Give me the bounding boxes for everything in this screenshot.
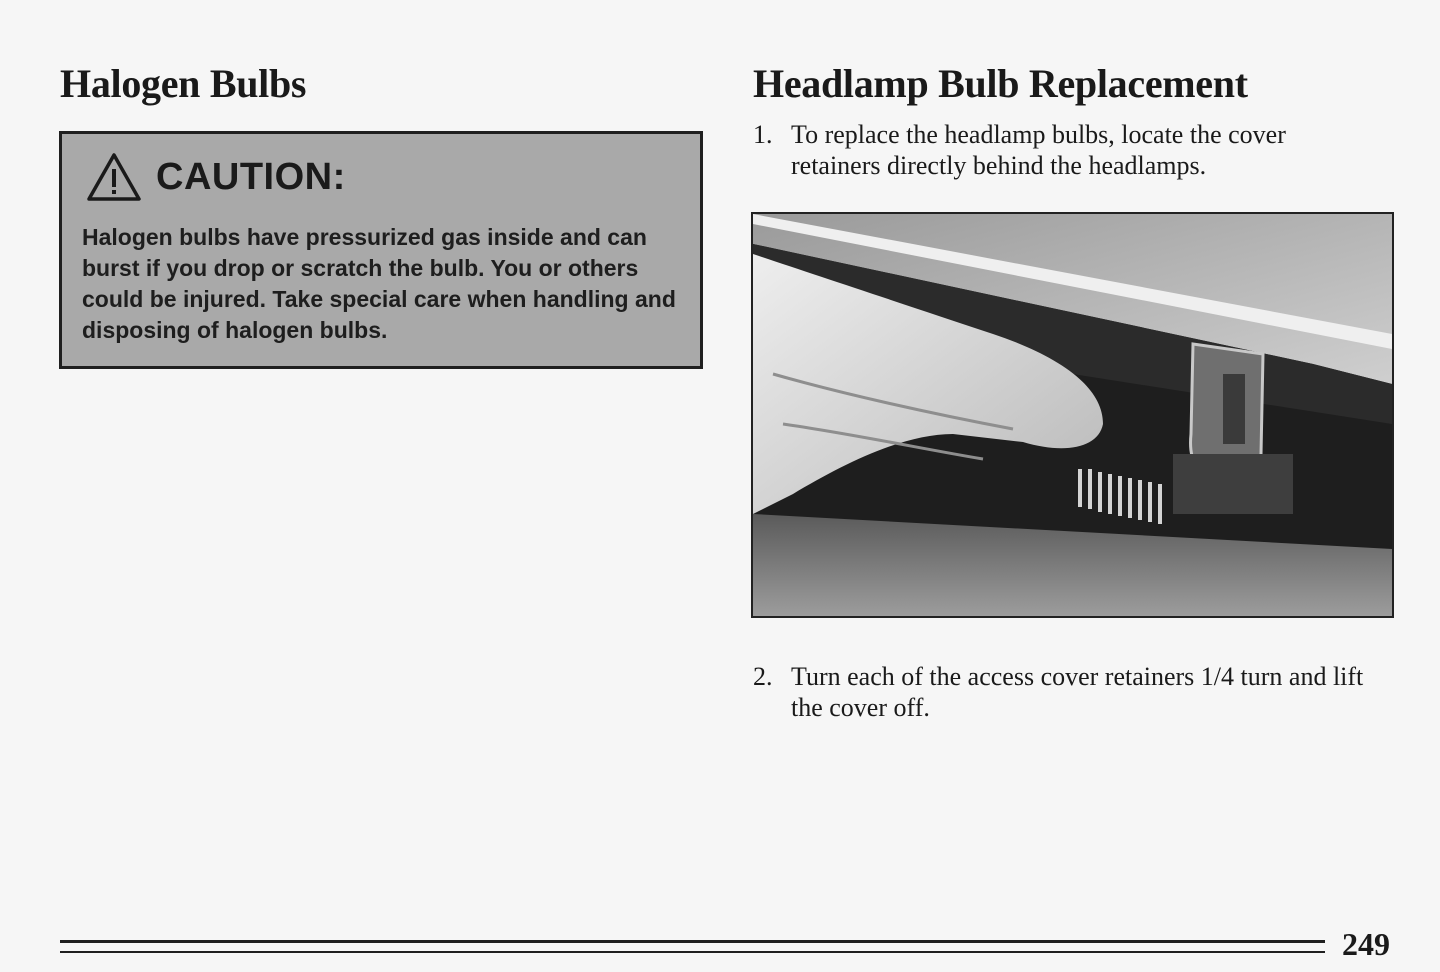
caution-title: CAUTION:: [156, 155, 346, 198]
page-number: 249: [1342, 926, 1390, 962]
step-text: To replace the headlamp bulbs, locate the cover retainers directly behind the headlamps.: [791, 120, 1286, 180]
step-item: [753, 119, 1393, 183]
caution-text: Halogen bulbs have pressurized gas inside and can burst if you drop or scratch the bulb. You or others could be injured. Take special care when handling and disposing of halogen bulbs.: [82, 224, 676, 343]
caution-header: [86, 152, 346, 202]
headlamp-cover-retainer-photo: [751, 212, 1394, 618]
section-heading-headlamp-bulb-replacement: Headlamp Bulb Replacement: [753, 61, 1248, 106]
footer-rule: [60, 940, 1325, 943]
step-number: 1.: [753, 120, 773, 149]
step-text: Turn each of the access cover retainers 1/4 turn and lift the cover off.: [791, 662, 1364, 722]
caution-box: [59, 131, 703, 369]
step-item: [753, 661, 1393, 725]
section-heading-halogen-bulbs: Halogen Bulbs: [60, 61, 307, 106]
step-number: 2.: [753, 662, 773, 691]
warning-triangle-icon: [86, 152, 142, 202]
footer-rule: [60, 951, 1325, 953]
